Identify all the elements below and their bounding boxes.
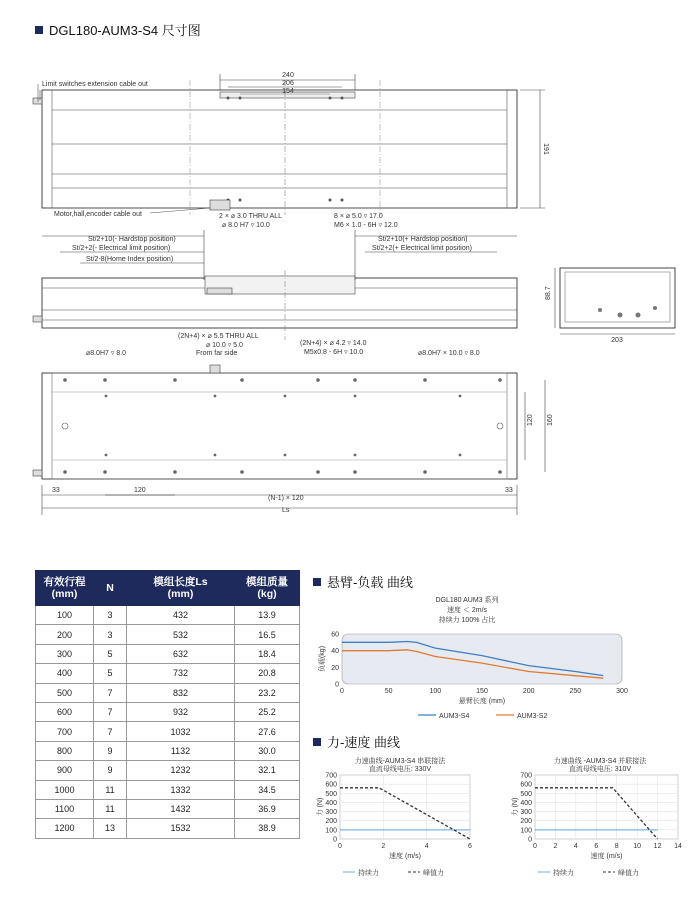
x-tick-label: 4: [573, 843, 578, 850]
x-tick-label: 6: [468, 843, 472, 850]
cell-length: 1232: [127, 761, 235, 780]
cell-stroke: 1000: [36, 780, 94, 799]
label-motor-cable: Motor,hall,encoder cable out: [54, 211, 142, 218]
label-hardstop-pos: St/2+10(+ Hardstop position): [378, 236, 468, 243]
note-c2: ⌀ 10.0 ▿ 5.0: [206, 342, 243, 349]
x-tick-label: 2: [381, 843, 386, 850]
table-row: [36, 606, 300, 625]
cell-n: 11: [94, 799, 127, 818]
spec-table: [35, 570, 300, 839]
x-tick-label: 100: [429, 688, 442, 695]
x-tick-label: 10: [633, 843, 642, 850]
cell-n: 13: [94, 819, 127, 838]
chart-title: 力速曲线 -AUM3-S4 并联接法: [553, 758, 647, 765]
cell-mass: 23.2: [235, 683, 300, 702]
cell-stroke: 200: [36, 625, 94, 644]
dim-n1-120: (N-1) × 120: [268, 495, 304, 502]
page-title-block: [35, 20, 201, 39]
x-tick-label: 14: [674, 843, 682, 850]
note-e: ⌀8.0H7 ▿ 8.0: [86, 350, 127, 357]
cell-n: 11: [94, 780, 127, 799]
legend-label: 峰值力: [618, 870, 639, 877]
y-tick-label: 0: [333, 836, 337, 844]
section-load-heading: [313, 572, 413, 591]
x-tick-label: 0: [340, 688, 344, 695]
legend-label: 持续力: [358, 870, 379, 877]
section-force-title: 力-速度 曲线: [327, 735, 400, 750]
cell-mass: 38.9: [235, 819, 300, 838]
legend-label: AUM3-S2: [517, 713, 548, 720]
dim-206: 206: [282, 80, 294, 87]
dim-33-left: 33: [52, 487, 60, 494]
section-load-title: 悬臂-负载 曲线: [327, 575, 413, 590]
x-tick-label: 0: [338, 843, 342, 850]
y-tick-label: 600: [325, 781, 337, 789]
y-tick-label: 700: [520, 772, 532, 780]
th-length: 模组长度Ls (mm): [127, 571, 235, 606]
y-tick-label: 700: [325, 772, 337, 780]
y-tick-label: 400: [325, 799, 337, 807]
cell-n: 9: [94, 741, 127, 760]
chart-subtitle: 直流母线电压: 330V: [368, 766, 432, 773]
label-home: St/2-8(Home Index position): [86, 256, 174, 263]
dim-191: 191: [542, 143, 549, 155]
table-row: [36, 819, 300, 838]
y-tick-label: 600: [520, 781, 532, 789]
cell-n: 5: [94, 644, 127, 663]
dim-160: 160: [547, 414, 554, 426]
cell-n: 9: [94, 761, 127, 780]
x-axis-label: 悬臂长度 (mm): [458, 698, 506, 705]
cell-length: 1332: [127, 780, 235, 799]
force-speed-chart-series: [305, 755, 490, 880]
label-elec-pos: St/2+2(+ Electrical limit position): [372, 245, 472, 252]
cell-stroke: 600: [36, 702, 94, 721]
cell-stroke: 400: [36, 664, 94, 683]
y-tick-label: 100: [325, 827, 337, 835]
y-tick-label: 20: [331, 664, 339, 672]
x-axis-label: 速度 (m/s): [590, 853, 623, 860]
cell-mass: 20.8: [235, 664, 300, 683]
cell-length: 1532: [127, 819, 235, 838]
label-hardstop-neg: St/2+10(- Hardstop position): [88, 236, 176, 243]
cell-mass: 34.5: [235, 780, 300, 799]
x-tick-label: 250: [569, 688, 582, 695]
legend-label: 持续力: [553, 870, 574, 877]
cell-length: 1132: [127, 741, 235, 760]
x-tick-label: 12: [653, 843, 662, 850]
cell-n: 7: [94, 722, 127, 741]
cell-length: 932: [127, 702, 235, 721]
dim-240: 240: [282, 72, 294, 79]
note-c1: (2N+4) × ⌀ 5.5 THRU ALL: [178, 333, 259, 340]
dim-154: 154: [282, 88, 294, 95]
chart-subtitle: 直流母线电压: 310V: [568, 766, 632, 773]
x-tick-label: 200: [522, 688, 535, 695]
cell-mass: 13.9: [235, 606, 300, 625]
note-d2: M5x0.8 - 6H ▿ 10.0: [304, 349, 364, 356]
chart-subtitle: 持续力 100% 占比: [438, 617, 496, 624]
y-tick-label: 500: [325, 790, 337, 798]
cell-length: 1032: [127, 722, 235, 741]
cell-mass: 36.9: [235, 799, 300, 818]
cell-length: 632: [127, 644, 235, 663]
x-tick-label: 50: [384, 688, 393, 695]
cell-stroke: 300: [36, 644, 94, 663]
cell-stroke: 500: [36, 683, 94, 702]
note-f: ⌀8.0H7 × 10.0 ▿ 8.0: [418, 350, 480, 357]
th-n: N: [94, 571, 127, 606]
x-tick-label: 4: [424, 843, 429, 850]
x-tick-label: 300: [616, 688, 628, 695]
y-axis-label: 力 (N): [317, 797, 324, 817]
cell-stroke: 700: [36, 722, 94, 741]
y-tick-label: 200: [520, 818, 532, 826]
load-curve-chart: [310, 590, 650, 730]
table-row: [36, 761, 300, 780]
cell-length: 732: [127, 664, 235, 683]
y-tick-label: 100: [520, 827, 532, 835]
cell-stroke: 1100: [36, 799, 94, 818]
y-axis-label: 负载(kg): [319, 645, 326, 673]
cell-length: 1432: [127, 799, 235, 818]
cell-mass: 30.0: [235, 741, 300, 760]
cell-mass: 18.4: [235, 644, 300, 663]
chart-title: 力速曲线-AUM3-S4 串联接法: [354, 758, 446, 765]
cell-length: 832: [127, 683, 235, 702]
x-tick-label: 150: [476, 688, 488, 695]
label-elec-neg: St/2+2(- Electrical limit position): [72, 245, 171, 252]
cell-stroke: 100: [36, 606, 94, 625]
cell-n: 7: [94, 702, 127, 721]
y-tick-label: 0: [528, 836, 532, 844]
y-tick-label: 200: [325, 818, 337, 826]
section-square-icon: [313, 578, 321, 586]
y-tick-label: 300: [325, 809, 337, 817]
dim-120: 120: [134, 487, 146, 494]
y-tick-label: 400: [520, 799, 532, 807]
page-title: DGL180-AUM3-S4 尺寸图: [49, 23, 201, 38]
dim-88-7: 88.7: [545, 286, 552, 300]
table-row: [36, 644, 300, 663]
table-row: [36, 683, 300, 702]
bottom-view: [33, 365, 545, 515]
note-c3: From far side: [196, 350, 238, 357]
y-tick-label: 0: [335, 681, 339, 689]
cell-mass: 27.6: [235, 722, 300, 741]
cell-stroke: 800: [36, 741, 94, 760]
chart-subtitle: 速度 ＜ 2m/s: [446, 607, 488, 614]
th-stroke: 有效行程 (mm): [36, 571, 94, 606]
th-mass: 模组质量 (kg): [235, 571, 300, 606]
y-tick-label: 40: [331, 648, 339, 656]
cell-n: 3: [94, 606, 127, 625]
hole-note-a1: 2 × ⌀ 3.0 THRU ALL: [219, 213, 283, 220]
cell-mass: 32.1: [235, 761, 300, 780]
cell-stroke: 1200: [36, 819, 94, 838]
cell-n: 3: [94, 625, 127, 644]
y-tick-label: 500: [520, 790, 532, 798]
hole-note-a2: ⌀ 8.0 H7 ▿ 10.0: [222, 222, 270, 229]
hole-note-b1: 8 × ⌀ 5.0 ▿ 17.0: [334, 213, 383, 220]
cell-stroke: 900: [36, 761, 94, 780]
cell-n: 7: [94, 683, 127, 702]
x-tick-label: 2: [553, 843, 558, 850]
legend-label: 峰值力: [423, 870, 444, 877]
table-row: [36, 799, 300, 818]
dimension-drawing: [0, 40, 700, 560]
x-axis-label: 速度 (m/s): [389, 853, 421, 860]
dim-33-right: 33: [505, 487, 513, 494]
table-row: [36, 664, 300, 683]
y-axis-label: 力 (N): [512, 797, 519, 817]
y-tick-label: 300: [520, 809, 532, 817]
table-header-row: [36, 571, 300, 606]
cell-mass: 25.2: [235, 702, 300, 721]
cell-length: 532: [127, 625, 235, 644]
top-view: [33, 74, 545, 215]
dim-ls: Ls: [282, 507, 290, 514]
y-tick-label: 60: [331, 631, 339, 639]
dim-120-vertical: 120: [527, 414, 534, 426]
x-tick-label: 8: [614, 843, 619, 850]
table-row: [36, 625, 300, 644]
section-force-heading: [313, 732, 400, 751]
table-row: [36, 702, 300, 721]
chart-title: DGL180 AUM3 系列: [435, 597, 499, 604]
label-limit-cable: Limit switches extension cable out: [42, 81, 148, 88]
legend-label: AUM3-S4: [439, 713, 470, 720]
x-tick-label: 6: [594, 843, 599, 850]
table-row: [36, 722, 300, 741]
dim-203: 203: [611, 337, 623, 344]
cell-n: 5: [94, 664, 127, 683]
cell-length: 432: [127, 606, 235, 625]
x-tick-label: 0: [533, 843, 537, 850]
title-square-icon: [35, 26, 43, 34]
section-square-icon: [313, 738, 321, 746]
cell-mass: 16.5: [235, 625, 300, 644]
hole-note-b2: M6 × 1.0 - 6H ▿ 12.0: [334, 222, 398, 229]
note-d1: (2N+4) × ⌀ 4.2 ▿ 14.0: [300, 340, 367, 347]
table-row: [36, 780, 300, 799]
force-speed-chart-parallel: [500, 755, 690, 880]
table-row: [36, 741, 300, 760]
